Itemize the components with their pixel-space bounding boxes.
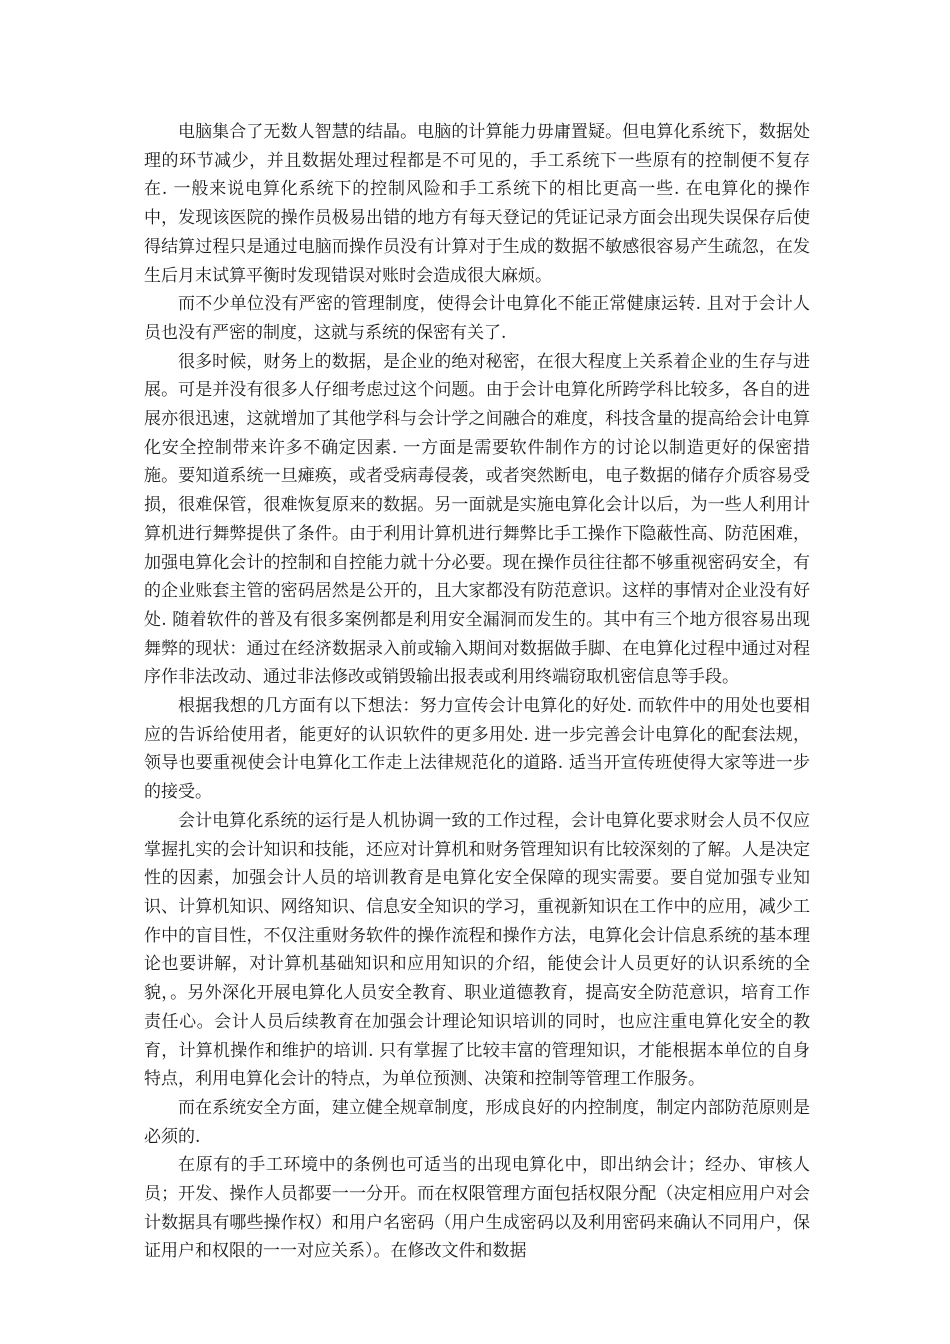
paragraph-6: 而在系统安全方面，建立健全规章制度，形成良好的内控制度，制定内部防范原则是必须的. xyxy=(144,1097,810,1147)
paragraph-3: 很多时候，财务上的数据，是企业的绝对秘密，在很大程度上关系着企业的生存与进展。可是并没有很多人仔细考虑过这个问题。由于会计电算化所跨学科比较多，各自的进展亦很迅速，这就增加了其他学科与会计学之间融合的难度，科技含量的提高给会计电算化安全控制带来许多不确定因素. 一方面是需要软件制作方的讨论以制造更好的保密措施。要知道系统一旦瘫痪，或者受病毒侵袭，或者突然断电，电子数据的储存介质容易受损，很难保管，很难恢复原来的数据。另一面就是实施电算化会计以后，为一些人利用计算机进行舞弊提供了条件。由于利用计算机进行舞弊比手工操作下隐蔽性高、防范困难，加强电算化会计的控制和自控能力就十分必要。现在操作员往往都不够重视密码安全，有的企业账套主管的密码居然是公开的，且大家都没有防范意识。这样的事情对企业没有好处. 随着软件的普及有很多案例都是利用安全漏洞而发生的。其中有三个地方很容易出现舞弊的现状：通过在经济数据录入前或输入期间对数据做手脚、在电算化过程中通过对程序作非法改动、通过非法修改或销毁输出报表或利用终端窃取机密信息等手段。 xyxy=(144,351,810,688)
paragraph-5: 会计电算化系统的运行是人机协调一致的工作过程，会计电算化要求财会人员不仅应掌握扎实的会计知识和技能，还应对计算机和财务管理知识有比较深刻的了解。人是决定性的因素，加强会计人员的培训教育是电算化安全保障的现实需要。要自觉加强专业知识、计算机知识、网络知识、信息安全知识的学习，重视新知识在工作中的应用，减少工作中的盲目性，不仅注重财务软件的操作流程和操作方法，电算化会计信息系统的基本理论也要讲解，对计算机基础知识和应用知识的介绍，能使会计人员更好的认识系统的全貌，。另外深化开展电算化人员安全教育、职业道德教育，提高安全防范意识，培育工作责任心。会计人员后续教育在加强会计理论知识培训的同时，也应注重电算化安全的教育，计算机操作和维护的培训. 只有掌握了比较丰富的管理知识，才能根据本单位的自身特点，利用电算化会计的特点，为单位预测、决策和控制等管理工作服务。 xyxy=(144,810,810,1090)
paragraph-7: 在原有的手工环境中的条例也可适当的出现电算化中，即出纳会计；经办、审核人员；开发、操作人员都要一一分开。而在权限管理方面包括权限分配（决定相应用户对会计数据具有哪些操作权）和用户名密码（用户生成密码以及利用密码来确认不同用户，保证用户和权限的一一对应关系）。在修改文件和数据 xyxy=(144,1155,810,1262)
paragraph-4: 根据我想的几方面有以下想法：努力宣传会计电算化的好处. 而软件中的用处也要相应的告诉给使用者，能更好的认识软件的更多用处. 进一步完善会计电算化的配套法规，领导也要重视使会计电算化工作走上法律规范化的道路. 适当开宣传班使得大家等进一步的接受。 xyxy=(144,696,810,803)
paragraph-1: 电脑集合了无数人智慧的结晶。电脑的计算能力毋庸置疑。但电算化系统下，数据处理的环节减少，并且数据处理过程都是不可见的，手工系统下一些原有的控制便不复存在. 一般来说电算化系统下的控制风险和手工系统下的相比更高一些. 在电算化的操作中，发现该医院的操作员极易出错的地方有每天登记的凭证记录方面会出现失误保存后使得结算过程只是通过电脑而操作员没有计算对于生成的数据不敏感很容易产生疏忽，在发生后月末试算平衡时发现错误对账时会造成很大麻烦。 xyxy=(144,122,810,286)
paragraph-2: 而不少单位没有严密的管理制度，使得会计电算化不能正常健康运转. 且对于会计人员也没有严密的制度，这就与系统的保密有关了. xyxy=(144,294,810,343)
